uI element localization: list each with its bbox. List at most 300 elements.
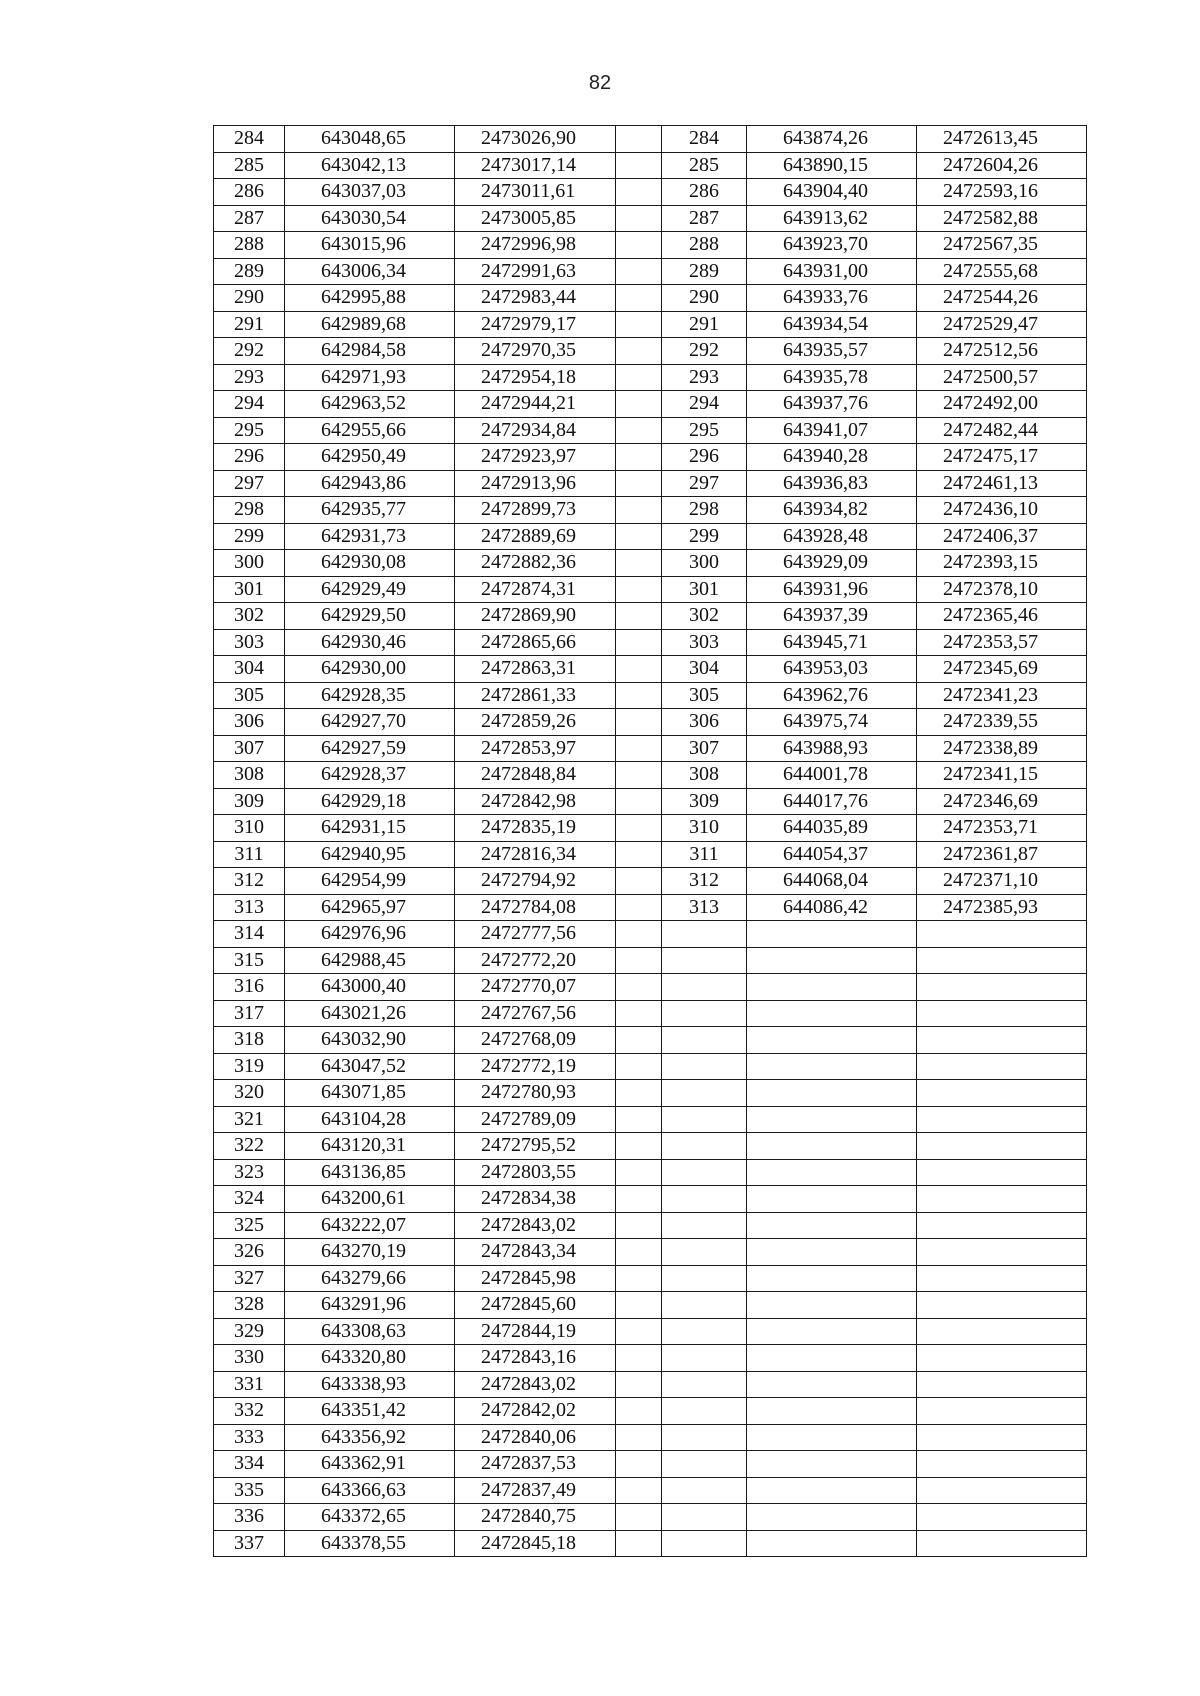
left-point-number: 284: [214, 126, 285, 153]
empty-cell: [616, 1186, 662, 1213]
right-point-number: [662, 1318, 747, 1345]
table-row: [214, 1424, 1087, 1451]
empty-cell: [616, 947, 662, 974]
right-point-number: 310: [662, 815, 747, 842]
left-x-coordinate: 642929,50: [285, 603, 455, 630]
left-point-number: 313: [214, 894, 285, 921]
table-row: [214, 868, 1087, 895]
right-x-coordinate: 644086,42: [747, 894, 917, 921]
left-y-coordinate: 2472842,98: [455, 788, 616, 815]
left-y-coordinate: 2472954,18: [455, 364, 616, 391]
coordinates-table: [213, 125, 1087, 1557]
right-point-number: [662, 1186, 747, 1213]
left-point-number: 336: [214, 1504, 285, 1531]
left-y-coordinate: 2472784,08: [455, 894, 616, 921]
left-point-number: 292: [214, 338, 285, 365]
right-y-coordinate: 2472385,93: [917, 894, 1087, 921]
right-x-coordinate: 643935,78: [747, 364, 917, 391]
right-y-coordinate: 2472341,15: [917, 762, 1087, 789]
right-y-coordinate: [917, 1371, 1087, 1398]
right-x-coordinate: 643935,57: [747, 338, 917, 365]
right-y-coordinate: 2472482,44: [917, 417, 1087, 444]
table-row: [214, 1477, 1087, 1504]
right-x-coordinate: 643890,15: [747, 152, 917, 179]
empty-cell: [616, 470, 662, 497]
empty-cell: [616, 1371, 662, 1398]
left-point-number: 334: [214, 1451, 285, 1478]
table-row: [214, 311, 1087, 338]
right-x-coordinate: [747, 1000, 917, 1027]
right-x-coordinate: [747, 1530, 917, 1557]
right-point-number: [662, 1133, 747, 1160]
empty-cell: [616, 1477, 662, 1504]
table-row: [214, 179, 1087, 206]
right-y-coordinate: 2472544,26: [917, 285, 1087, 312]
left-point-number: 297: [214, 470, 285, 497]
left-point-number: 331: [214, 1371, 285, 1398]
right-y-coordinate: 2472582,88: [917, 205, 1087, 232]
right-x-coordinate: [747, 974, 917, 1001]
right-point-number: 289: [662, 258, 747, 285]
left-y-coordinate: 2472768,09: [455, 1027, 616, 1054]
left-y-coordinate: 2472844,19: [455, 1318, 616, 1345]
right-point-number: [662, 1345, 747, 1372]
table-row: [214, 1212, 1087, 1239]
empty-cell: [616, 921, 662, 948]
left-point-number: 296: [214, 444, 285, 471]
left-y-coordinate: 2472845,18: [455, 1530, 616, 1557]
right-point-number: 303: [662, 629, 747, 656]
empty-cell: [616, 1053, 662, 1080]
left-x-coordinate: 642931,15: [285, 815, 455, 842]
right-point-number: 311: [662, 841, 747, 868]
left-point-number: 318: [214, 1027, 285, 1054]
left-x-coordinate: 643136,85: [285, 1159, 455, 1186]
table-row: [214, 576, 1087, 603]
table-row: [214, 523, 1087, 550]
right-y-coordinate: 2472555,68: [917, 258, 1087, 285]
right-y-coordinate: 2472371,10: [917, 868, 1087, 895]
empty-cell: [616, 1027, 662, 1054]
table-row: [214, 1239, 1087, 1266]
empty-cell: [616, 1530, 662, 1557]
left-point-number: 332: [214, 1398, 285, 1425]
table-row: [214, 1080, 1087, 1107]
table-row: [214, 152, 1087, 179]
empty-cell: [616, 974, 662, 1001]
left-point-number: 294: [214, 391, 285, 418]
left-x-coordinate: 642988,45: [285, 947, 455, 974]
empty-cell: [616, 603, 662, 630]
right-y-coordinate: 2472353,71: [917, 815, 1087, 842]
left-y-coordinate: 2472843,02: [455, 1371, 616, 1398]
right-x-coordinate: 643962,76: [747, 682, 917, 709]
empty-cell: [616, 417, 662, 444]
right-point-number: [662, 1477, 747, 1504]
left-y-coordinate: 2472979,17: [455, 311, 616, 338]
right-point-number: [662, 1292, 747, 1319]
left-x-coordinate: 643222,07: [285, 1212, 455, 1239]
empty-cell: [616, 1265, 662, 1292]
right-y-coordinate: 2472393,15: [917, 550, 1087, 577]
left-y-coordinate: 2472772,20: [455, 947, 616, 974]
left-y-coordinate: 2472840,75: [455, 1504, 616, 1531]
right-y-coordinate: 2472378,10: [917, 576, 1087, 603]
right-point-number: [662, 1239, 747, 1266]
empty-cell: [616, 126, 662, 153]
right-point-number: 286: [662, 179, 747, 206]
right-x-coordinate: [747, 1371, 917, 1398]
empty-cell: [616, 338, 662, 365]
left-point-number: 319: [214, 1053, 285, 1080]
left-y-coordinate: 2472767,56: [455, 1000, 616, 1027]
left-y-coordinate: 2472795,52: [455, 1133, 616, 1160]
table-row: [214, 338, 1087, 365]
right-y-coordinate: [917, 1212, 1087, 1239]
right-point-number: [662, 1080, 747, 1107]
table-row: [214, 1000, 1087, 1027]
left-x-coordinate: 642943,86: [285, 470, 455, 497]
left-point-number: 308: [214, 762, 285, 789]
left-point-number: 311: [214, 841, 285, 868]
table-row: [214, 232, 1087, 259]
left-point-number: 290: [214, 285, 285, 312]
left-x-coordinate: 643006,34: [285, 258, 455, 285]
table-row: [214, 709, 1087, 736]
right-x-coordinate: 643931,00: [747, 258, 917, 285]
empty-cell: [616, 285, 662, 312]
left-y-coordinate: 2473026,90: [455, 126, 616, 153]
right-point-number: [662, 1159, 747, 1186]
table-row: [214, 682, 1087, 709]
empty-cell: [616, 1318, 662, 1345]
empty-cell: [616, 1424, 662, 1451]
left-y-coordinate: 2473011,61: [455, 179, 616, 206]
left-x-coordinate: 642928,37: [285, 762, 455, 789]
right-y-coordinate: [917, 1504, 1087, 1531]
right-point-number: [662, 1053, 747, 1080]
table-row: [214, 1398, 1087, 1425]
left-point-number: 289: [214, 258, 285, 285]
empty-cell: [616, 232, 662, 259]
empty-cell: [616, 841, 662, 868]
table-row: [214, 921, 1087, 948]
left-y-coordinate: 2472874,31: [455, 576, 616, 603]
right-y-coordinate: 2472406,37: [917, 523, 1087, 550]
right-y-coordinate: [917, 974, 1087, 1001]
table-row: [214, 1292, 1087, 1319]
right-y-coordinate: [917, 1080, 1087, 1107]
right-y-coordinate: 2472339,55: [917, 709, 1087, 736]
right-y-coordinate: [917, 1000, 1087, 1027]
right-y-coordinate: [917, 1053, 1087, 1080]
right-y-coordinate: 2472353,57: [917, 629, 1087, 656]
left-y-coordinate: 2472835,19: [455, 815, 616, 842]
left-x-coordinate: 643372,65: [285, 1504, 455, 1531]
right-y-coordinate: [917, 1398, 1087, 1425]
left-x-coordinate: 643308,63: [285, 1318, 455, 1345]
left-y-coordinate: 2472843,34: [455, 1239, 616, 1266]
left-point-number: 304: [214, 656, 285, 683]
right-x-coordinate: 644035,89: [747, 815, 917, 842]
right-x-coordinate: 643933,76: [747, 285, 917, 312]
empty-cell: [616, 1133, 662, 1160]
right-y-coordinate: [917, 1106, 1087, 1133]
left-x-coordinate: 643279,66: [285, 1265, 455, 1292]
empty-cell: [616, 152, 662, 179]
right-point-number: 313: [662, 894, 747, 921]
table-row: [214, 735, 1087, 762]
left-x-coordinate: 642928,35: [285, 682, 455, 709]
empty-cell: [616, 1292, 662, 1319]
empty-cell: [616, 682, 662, 709]
right-point-number: 285: [662, 152, 747, 179]
left-y-coordinate: 2472863,31: [455, 656, 616, 683]
left-y-coordinate: 2472816,34: [455, 841, 616, 868]
right-y-coordinate: 2472529,47: [917, 311, 1087, 338]
right-y-coordinate: 2472345,69: [917, 656, 1087, 683]
right-point-number: 307: [662, 735, 747, 762]
left-point-number: 293: [214, 364, 285, 391]
left-y-coordinate: 2472840,06: [455, 1424, 616, 1451]
table-row: [214, 1106, 1087, 1133]
left-x-coordinate: 642929,18: [285, 788, 455, 815]
left-x-coordinate: 642931,73: [285, 523, 455, 550]
left-point-number: 303: [214, 629, 285, 656]
left-point-number: 295: [214, 417, 285, 444]
left-point-number: 298: [214, 497, 285, 524]
left-x-coordinate: 642950,49: [285, 444, 455, 471]
right-point-number: 293: [662, 364, 747, 391]
table-row: [214, 815, 1087, 842]
right-point-number: 295: [662, 417, 747, 444]
left-y-coordinate: 2472772,19: [455, 1053, 616, 1080]
left-y-coordinate: 2472837,53: [455, 1451, 616, 1478]
table-row: [214, 205, 1087, 232]
empty-cell: [616, 444, 662, 471]
right-x-coordinate: [747, 1159, 917, 1186]
left-y-coordinate: 2472923,97: [455, 444, 616, 471]
right-x-coordinate: 643945,71: [747, 629, 917, 656]
table-row: [214, 1053, 1087, 1080]
table-row: [214, 656, 1087, 683]
right-x-coordinate: [747, 1504, 917, 1531]
table-row: [214, 1027, 1087, 1054]
left-x-coordinate: 642927,59: [285, 735, 455, 762]
left-point-number: 324: [214, 1186, 285, 1213]
empty-cell: [616, 762, 662, 789]
right-x-coordinate: 643937,76: [747, 391, 917, 418]
right-y-coordinate: [917, 947, 1087, 974]
left-x-coordinate: 642965,97: [285, 894, 455, 921]
right-point-number: [662, 1424, 747, 1451]
left-y-coordinate: 2472934,84: [455, 417, 616, 444]
right-x-coordinate: 644068,04: [747, 868, 917, 895]
right-x-coordinate: [747, 1345, 917, 1372]
left-x-coordinate: 643291,96: [285, 1292, 455, 1319]
right-y-coordinate: [917, 1318, 1087, 1345]
table-row: [214, 1530, 1087, 1557]
right-point-number: [662, 1265, 747, 1292]
left-x-coordinate: 643362,91: [285, 1451, 455, 1478]
right-point-number: 297: [662, 470, 747, 497]
right-point-number: 304: [662, 656, 747, 683]
table-row: [214, 417, 1087, 444]
left-x-coordinate: 643047,52: [285, 1053, 455, 1080]
table-row: [214, 444, 1087, 471]
left-x-coordinate: 642930,08: [285, 550, 455, 577]
empty-cell: [616, 1106, 662, 1133]
empty-cell: [616, 1398, 662, 1425]
left-y-coordinate: 2472837,49: [455, 1477, 616, 1504]
left-point-number: 322: [214, 1133, 285, 1160]
right-x-coordinate: [747, 1424, 917, 1451]
table-row: [214, 1186, 1087, 1213]
right-y-coordinate: [917, 1530, 1087, 1557]
left-point-number: 309: [214, 788, 285, 815]
right-x-coordinate: [747, 1186, 917, 1213]
right-point-number: 301: [662, 576, 747, 603]
right-y-coordinate: [917, 1186, 1087, 1213]
table-row: [214, 841, 1087, 868]
table-row: [214, 974, 1087, 1001]
empty-cell: [616, 1345, 662, 1372]
right-point-number: 284: [662, 126, 747, 153]
right-y-coordinate: [917, 1159, 1087, 1186]
left-point-number: 312: [214, 868, 285, 895]
empty-cell: [616, 735, 662, 762]
left-point-number: 320: [214, 1080, 285, 1107]
left-y-coordinate: 2472770,07: [455, 974, 616, 1001]
left-x-coordinate: 643120,31: [285, 1133, 455, 1160]
right-y-coordinate: 2472492,00: [917, 391, 1087, 418]
table-row: [214, 470, 1087, 497]
table-row: [214, 364, 1087, 391]
table-row: [214, 1265, 1087, 1292]
left-x-coordinate: 643320,80: [285, 1345, 455, 1372]
table-row: [214, 1504, 1087, 1531]
right-y-coordinate: [917, 1477, 1087, 1504]
left-y-coordinate: 2472861,33: [455, 682, 616, 709]
right-point-number: [662, 1504, 747, 1531]
left-y-coordinate: 2472853,97: [455, 735, 616, 762]
left-y-coordinate: 2472944,21: [455, 391, 616, 418]
right-x-coordinate: 644017,76: [747, 788, 917, 815]
left-x-coordinate: 643042,13: [285, 152, 455, 179]
right-point-number: 298: [662, 497, 747, 524]
right-point-number: [662, 921, 747, 948]
left-point-number: 315: [214, 947, 285, 974]
left-point-number: 333: [214, 1424, 285, 1451]
right-x-coordinate: 643934,82: [747, 497, 917, 524]
right-y-coordinate: [917, 1451, 1087, 1478]
empty-cell: [616, 179, 662, 206]
left-point-number: 328: [214, 1292, 285, 1319]
left-y-coordinate: 2472869,90: [455, 603, 616, 630]
left-x-coordinate: 643200,61: [285, 1186, 455, 1213]
left-x-coordinate: 642940,95: [285, 841, 455, 868]
empty-cell: [616, 656, 662, 683]
right-x-coordinate: [747, 921, 917, 948]
right-x-coordinate: [747, 1053, 917, 1080]
right-y-coordinate: 2472346,69: [917, 788, 1087, 815]
left-x-coordinate: 643048,65: [285, 126, 455, 153]
empty-cell: [616, 550, 662, 577]
right-x-coordinate: 643988,93: [747, 735, 917, 762]
right-x-coordinate: [747, 1133, 917, 1160]
left-y-coordinate: 2472899,73: [455, 497, 616, 524]
right-x-coordinate: [747, 1080, 917, 1107]
left-x-coordinate: 642930,46: [285, 629, 455, 656]
left-point-number: 330: [214, 1345, 285, 1372]
left-y-coordinate: 2472834,38: [455, 1186, 616, 1213]
empty-cell: [616, 523, 662, 550]
right-point-number: 299: [662, 523, 747, 550]
right-x-coordinate: 643975,74: [747, 709, 917, 736]
right-point-number: 294: [662, 391, 747, 418]
right-x-coordinate: [747, 1398, 917, 1425]
empty-cell: [616, 1451, 662, 1478]
right-x-coordinate: 643934,54: [747, 311, 917, 338]
left-point-number: 299: [214, 523, 285, 550]
right-x-coordinate: [747, 1027, 917, 1054]
table-row: [214, 126, 1087, 153]
table-row: [214, 1345, 1087, 1372]
right-point-number: 300: [662, 550, 747, 577]
left-point-number: 286: [214, 179, 285, 206]
left-x-coordinate: 643071,85: [285, 1080, 455, 1107]
empty-cell: [616, 1000, 662, 1027]
right-point-number: 288: [662, 232, 747, 259]
right-y-coordinate: [917, 1265, 1087, 1292]
right-x-coordinate: 643931,96: [747, 576, 917, 603]
left-point-number: 316: [214, 974, 285, 1001]
left-point-number: 288: [214, 232, 285, 259]
right-y-coordinate: 2472341,23: [917, 682, 1087, 709]
left-y-coordinate: 2472848,84: [455, 762, 616, 789]
right-point-number: 292: [662, 338, 747, 365]
right-x-coordinate: [747, 1451, 917, 1478]
left-x-coordinate: 642963,52: [285, 391, 455, 418]
left-point-number: 337: [214, 1530, 285, 1557]
left-x-coordinate: 642929,49: [285, 576, 455, 603]
left-y-coordinate: 2472991,63: [455, 258, 616, 285]
right-x-coordinate: 643913,62: [747, 205, 917, 232]
left-point-number: 301: [214, 576, 285, 603]
left-y-coordinate: 2472843,02: [455, 1212, 616, 1239]
right-point-number: 296: [662, 444, 747, 471]
empty-cell: [616, 1504, 662, 1531]
left-point-number: 285: [214, 152, 285, 179]
right-y-coordinate: [917, 1133, 1087, 1160]
left-x-coordinate: 643032,90: [285, 1027, 455, 1054]
right-point-number: 305: [662, 682, 747, 709]
left-x-coordinate: 643378,55: [285, 1530, 455, 1557]
left-x-coordinate: 642930,00: [285, 656, 455, 683]
table-row: [214, 1371, 1087, 1398]
left-point-number: 310: [214, 815, 285, 842]
right-point-number: [662, 1451, 747, 1478]
left-x-coordinate: 642984,58: [285, 338, 455, 365]
right-x-coordinate: 643923,70: [747, 232, 917, 259]
right-y-coordinate: 2472475,17: [917, 444, 1087, 471]
page-number: 82: [588, 72, 612, 94]
left-y-coordinate: 2472845,60: [455, 1292, 616, 1319]
right-point-number: 312: [662, 868, 747, 895]
table-row: [214, 788, 1087, 815]
right-y-coordinate: 2472361,87: [917, 841, 1087, 868]
table-row: [214, 497, 1087, 524]
